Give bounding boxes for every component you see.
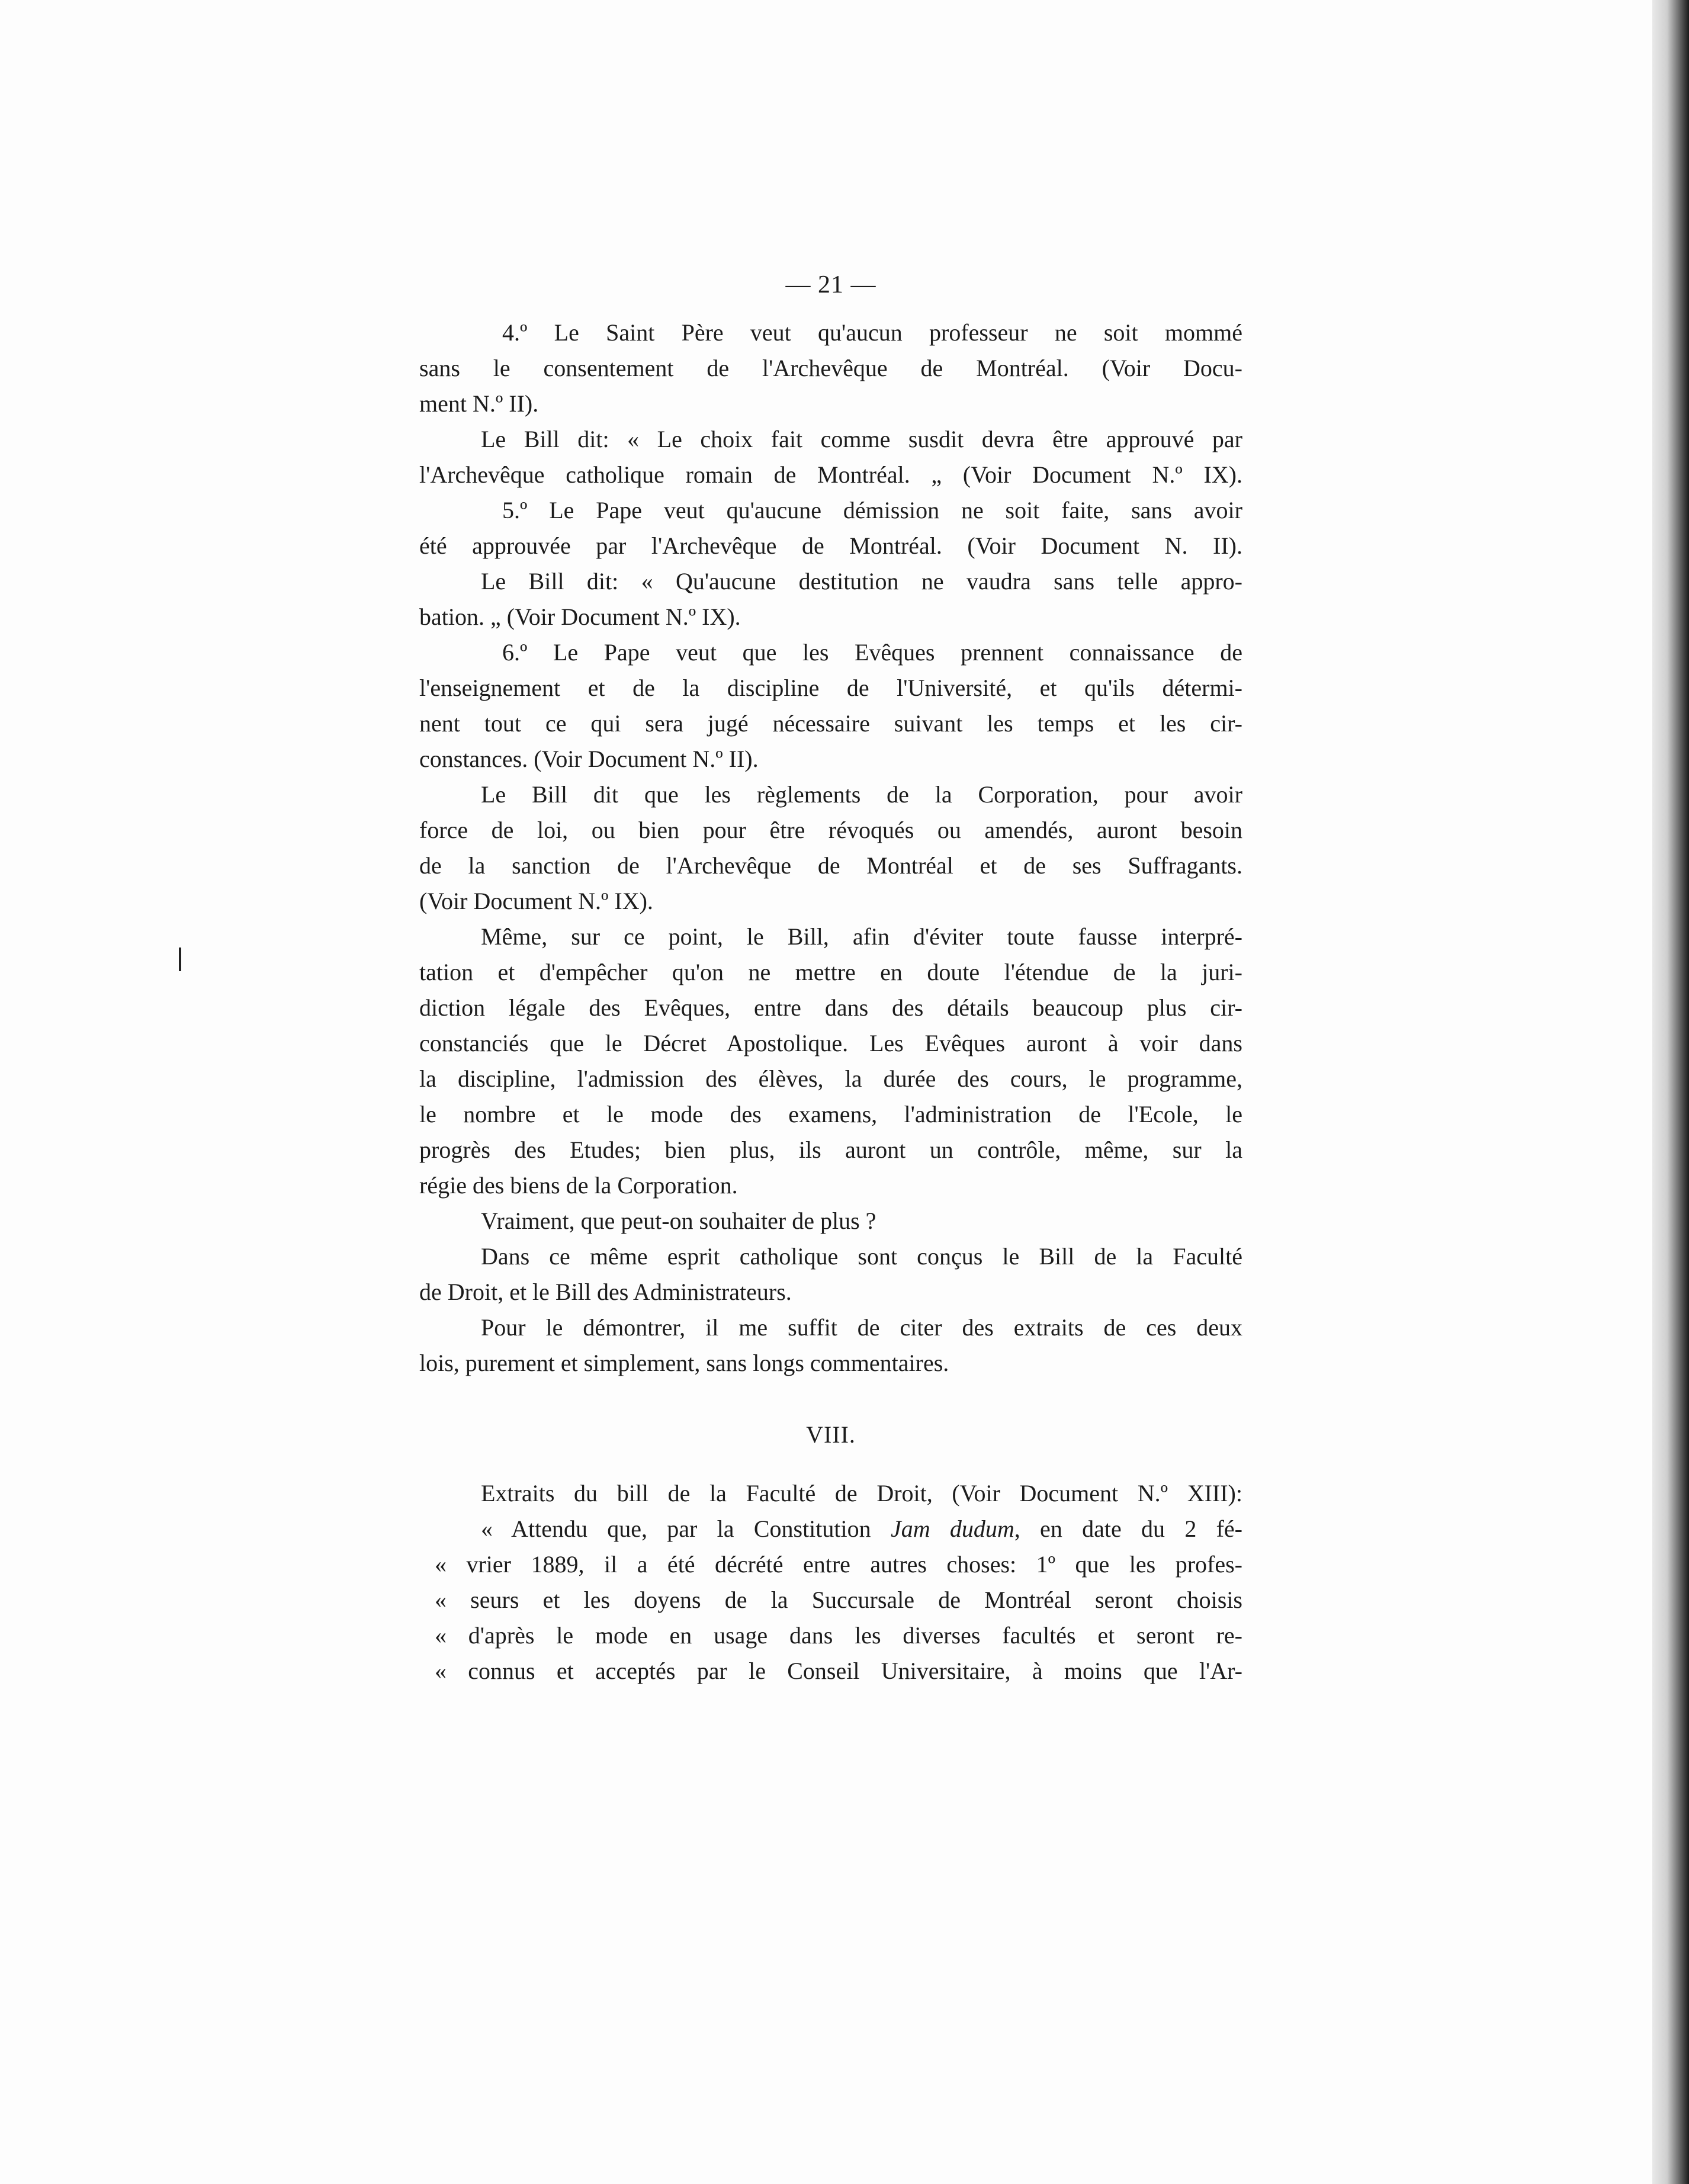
- text-line: « seurs et les doyens de la Succursale de Montréal seront choisis: [435, 1586, 1242, 1613]
- text-line: Extraits du bill de la Faculté de Droit, (Voir Document N.º XIII):: [481, 1480, 1242, 1507]
- text-line: Le Bill dit: « Qu'aucune destitution ne vaudra sans telle appro-: [481, 568, 1242, 595]
- text-line: (Voir Document N.º IX).: [419, 888, 653, 914]
- text-line: 4.º Le Saint Père veut qu'aucun professeur ne soit mommé: [502, 319, 1242, 346]
- text-line: Même, sur ce point, le Bill, afin d'éviter toute fausse interpré-: [481, 923, 1242, 950]
- text-line: été approuvée par l'Archevêque de Montréal. (Voir Document N. II).: [419, 532, 1242, 559]
- text-line: progrès des Etudes; bien plus, ils auront un contrôle, même, sur la: [419, 1136, 1242, 1163]
- text-line: 6.º Le Pape veut que les Evêques prennent connaissance de: [502, 639, 1242, 666]
- text-line: nent tout ce qui sera jugé nécessaire suivant les temps et les cir-: [419, 710, 1242, 737]
- text-line: constanciés que le Décret Apostolique. Les Evêques auront à voir dans: [419, 1030, 1242, 1056]
- page-edge: [1652, 0, 1689, 2184]
- margin-mark: [179, 948, 181, 971]
- text-line: le nombre et le mode des examens, l'administration de l'Ecole, le: [419, 1101, 1242, 1128]
- text-line: diction légale des Evêques, entre dans des détails beaucoup plus cir-: [419, 994, 1242, 1021]
- text-line: la discipline, l'admission des élèves, la durée des cours, le programme,: [419, 1065, 1242, 1092]
- text-line: sans le consentement de l'Archevêque de Montréal. (Voir Docu-: [419, 355, 1242, 381]
- text-line: Le Bill dit: « Le choix fait comme susdit devra être approuvé par: [481, 426, 1242, 452]
- text-line: bation. „ (Voir Document N.º IX).: [419, 603, 741, 630]
- text-line: « Attendu que, par la Constitution Jam dudum, en date du 2 fé-: [481, 1515, 1242, 1542]
- text-line: de la sanction de l'Archevêque de Montréal et de ses Suffragants.: [419, 852, 1242, 879]
- text-line: constances. (Voir Document N.º II).: [419, 746, 759, 772]
- text-line: l'Archevêque catholique romain de Montréal. „ (Voir Document N.º IX).: [419, 461, 1242, 488]
- text-line: Pour le démontrer, il me suffit de citer des extraits de ces deux: [481, 1314, 1242, 1341]
- text-line: « vrier 1889, il a été décrété entre autres choses: 1º que les profes-: [435, 1551, 1242, 1578]
- text-line: lois, purement et simplement, sans longs commentaires.: [419, 1350, 949, 1376]
- text-line: régie des biens de la Corporation.: [419, 1172, 738, 1199]
- text-line: l'enseignement et de la discipline de l'Université, et qu'ils détermi-: [419, 675, 1242, 701]
- section-heading: VIII.: [806, 1421, 856, 1448]
- text-line: « d'après le mode en usage dans les diverses facultés et seront re-: [435, 1622, 1242, 1649]
- text-line: 5.º Le Pape veut qu'aucune démission ne soit faite, sans avoir: [502, 497, 1242, 523]
- text-line: force de loi, ou bien pour être révoqués ou amendés, auront besoin: [419, 817, 1242, 843]
- text-line: « connus et acceptés par le Conseil Universitaire, à moins que l'Ar-: [435, 1658, 1242, 1684]
- page-number: — 21 —: [785, 271, 876, 298]
- text-line: Le Bill dit que les règlements de la Corporation, pour avoir: [481, 781, 1242, 808]
- text-line: ment N.º II).: [419, 390, 539, 417]
- text-line: Vraiment, que peut-on souhaiter de plus ?: [481, 1207, 876, 1234]
- text-line: Dans ce même esprit catholique sont conçus le Bill de la Faculté: [481, 1243, 1242, 1270]
- text-line: de Droit, et le Bill des Administrateurs.: [419, 1279, 792, 1305]
- text-line: tation et d'empêcher qu'on ne mettre en doute l'étendue de la juri-: [419, 959, 1242, 985]
